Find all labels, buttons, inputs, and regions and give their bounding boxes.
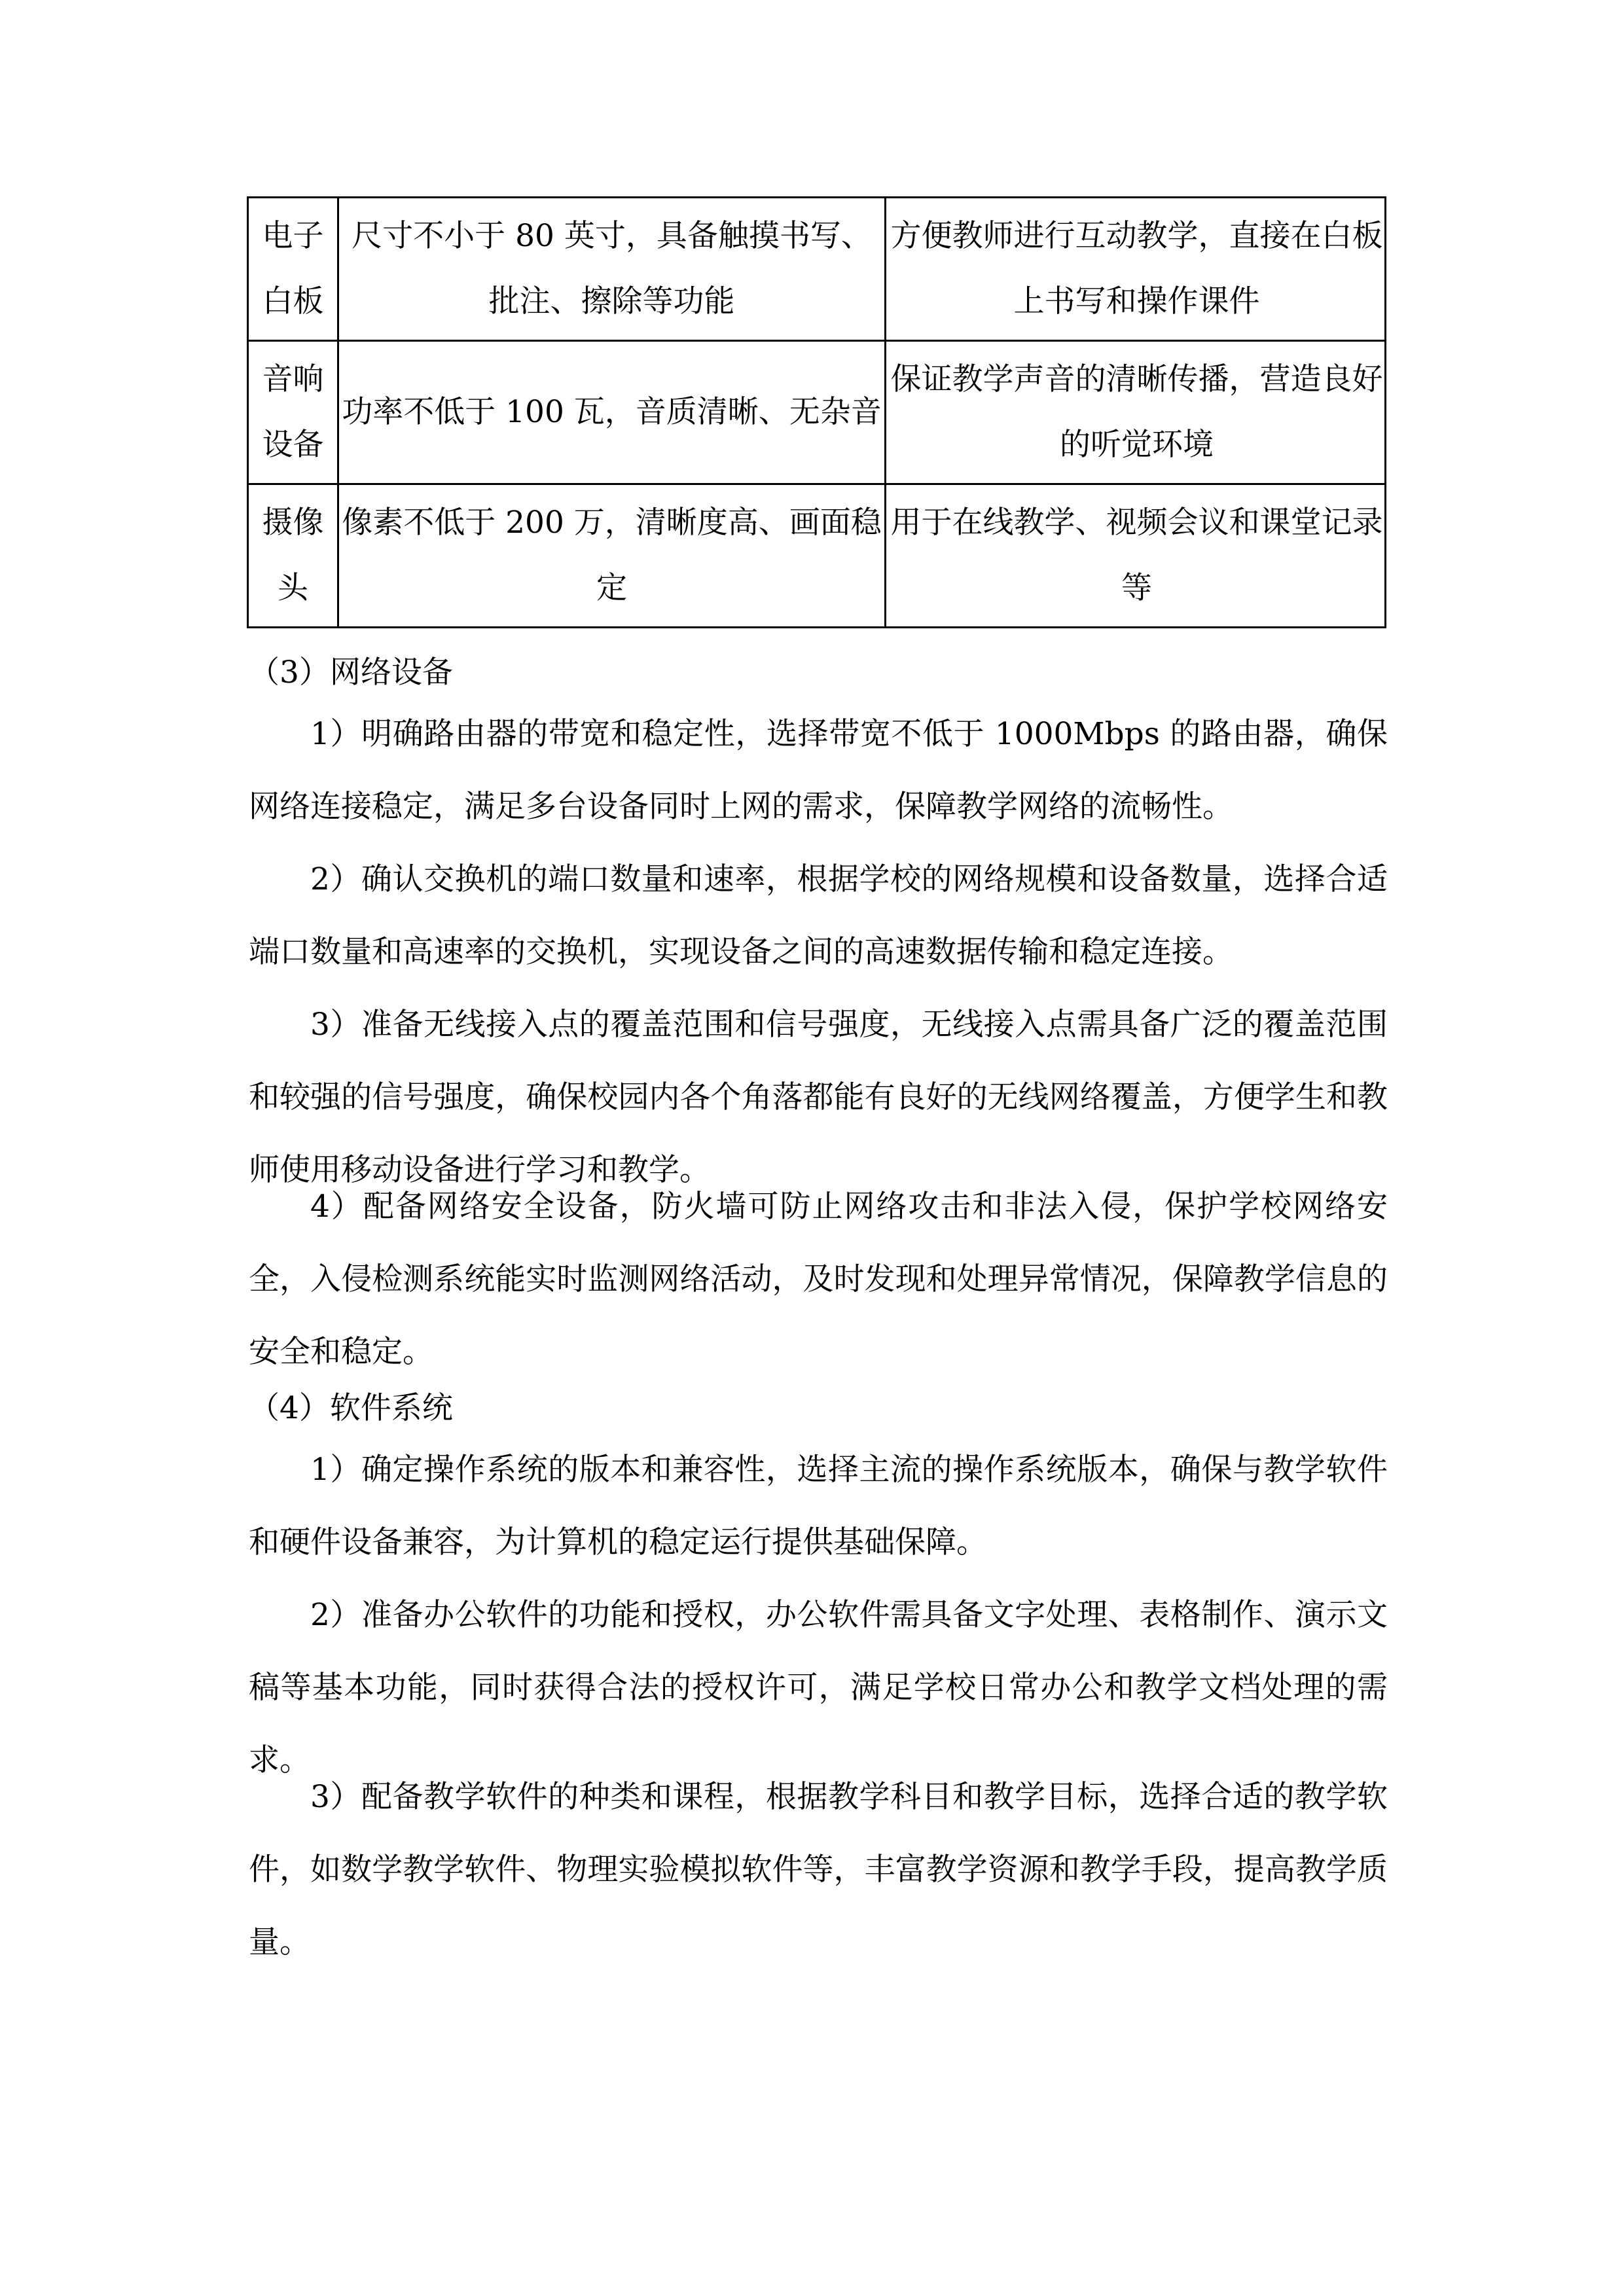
paragraph-network-2: 2）确认交换机的端口数量和速率，根据学校的网络规模和设备数量，选择合适端口数量和高速率的交换机，实现设备之间的高速数据传输和稳定连接。 [249,861,1388,970]
equipment-use: 用于在线教学、视频会议和课堂记录等 [890,505,1383,606]
equipment-name-cell [248,484,338,628]
table-row [248,198,1386,341]
paragraph-software-2: 2）准备办公软件的功能和授权，办公软件需具备文字处理、表格制作、演示文稿等基本功能，同时获得合法的授权许可，满足学校日常办公和教学文档处理的需求。 [249,1597,1388,1778]
equipment-spec-cell [338,484,886,628]
paragraph-software-3: 3）配备教学软件的种类和课程，根据教学科目和教学目标，选择合适的教学软件，如数学教学软件、物理实验模拟软件等，丰富教学资源和教学手段，提高教学质量。 [249,1779,1388,1960]
equipment-spec-cell [338,341,886,484]
equipment-spec-cell [338,198,886,341]
equipment-name: 电子白板 [262,218,324,319]
paragraph-network-1: 1）明确路由器的带宽和稳定性，选择带宽不低于 1000Mbps 的路由器，确保网络连接稳定，满足多台设备同时上网的需求，保障教学网络的流畅性。 [249,716,1388,825]
equipment-name: 摄像头 [262,505,324,606]
section-heading-network: （3）网络设备 [249,655,453,691]
equipment-use: 保证教学声音的清晰传播，营造良好的听觉环境 [890,361,1383,463]
equipment-name: 音响设备 [262,361,324,463]
equipment-table [247,196,1386,628]
equipment-use-cell [886,484,1386,628]
paragraph-software-1: 1）确定操作系统的版本和兼容性，选择主流的操作系统版本，确保与教学软件和硬件设备兼容，为计算机的稳定运行提供基础保障。 [249,1452,1388,1560]
equipment-name-cell [248,198,338,341]
section-heading-software: （4）软件系统 [249,1390,453,1426]
equipment-spec: 尺寸不小于 80 英寸，具备触摸书写、批注、擦除等功能 [352,218,872,319]
paragraph-network-4: 4）配备网络安全设备，防火墙可防止网络攻击和非法入侵，保护学校网络安全，入侵检测系统能实时监测网络活动，及时发现和处理异常情况，保障教学信息的安全和稳定。 [249,1189,1388,1370]
table-row [248,484,1386,628]
equipment-use-cell [886,198,1386,341]
table-row [248,341,1386,484]
equipment-name-cell [248,341,338,484]
equipment-spec: 像素不低于 200 万，清晰度高、画面稳定 [342,505,882,606]
equipment-use: 方便教师进行互动教学，直接在白板上书写和操作课件 [890,218,1383,319]
equipment-use-cell [886,341,1386,484]
equipment-spec: 功率不低于 100 瓦，音质清晰、无杂音 [342,394,882,430]
paragraph-network-3: 3）准备无线接入点的覆盖范围和信号强度，无线接入点需具备广泛的覆盖范围和较强的信号强度，确保校园内各个角落都能有良好的无线网络覆盖，方便学生和教师使用移动设备进行学习和教学。 [249,1007,1388,1188]
